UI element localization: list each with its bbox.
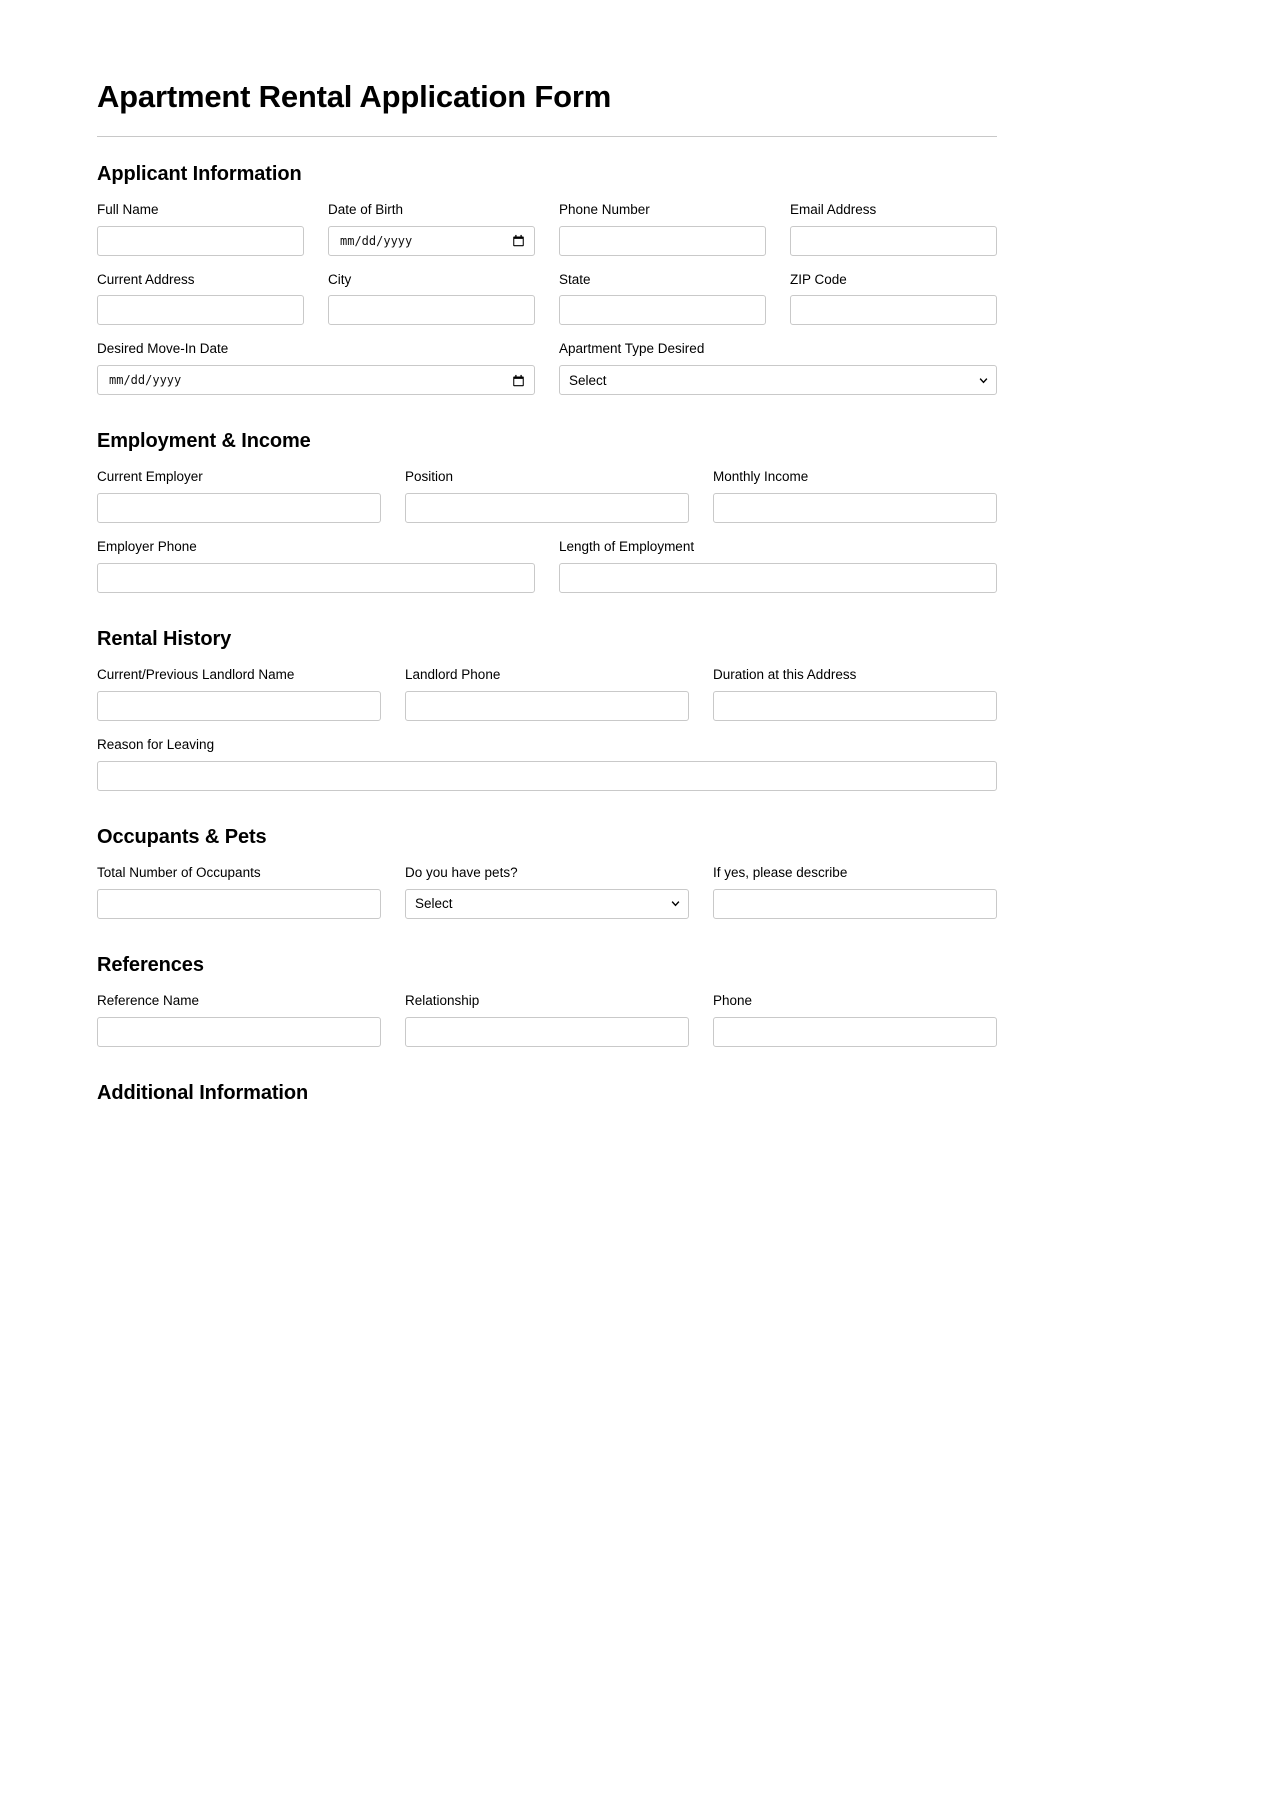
field-position [405,469,689,523]
section-applicant-information [97,137,997,396]
label-full-name: Full Name [97,201,159,217]
input-relationship[interactable] [405,1017,689,1047]
calendar-icon[interactable] [512,234,525,247]
field-landlord-phone [405,667,689,721]
section-heading-references: References [97,953,204,976]
form-row [97,341,997,395]
input-position[interactable] [405,493,689,523]
date-placeholder: mm/dd/yyyy [109,373,182,388]
select-apartment-type[interactable] [559,365,997,395]
field-employer-phone [97,539,535,593]
label-phone-number: Phone Number [559,201,650,217]
label-current-employer: Current Employer [97,469,203,485]
input-monthly-income[interactable] [713,493,997,523]
field-reason-for-leaving [97,737,997,791]
form-row [97,469,997,523]
field-zip-code [790,272,997,326]
field-total-occupants [97,865,381,919]
section-references [97,919,997,1047]
field-email-address [790,202,997,256]
input-reference-phone[interactable] [713,1017,997,1047]
input-full-name[interactable] [97,226,304,256]
label-zip-code: ZIP Code [790,271,847,287]
field-city [328,272,535,326]
field-current-employer [97,469,381,523]
input-email-address[interactable] [790,226,997,256]
field-phone-number [559,202,766,256]
label-describe-pets: If yes, please describe [713,864,848,880]
label-email-address: Email Address [790,201,877,217]
input-state[interactable] [559,295,766,325]
input-employer-phone[interactable] [97,563,535,593]
input-city[interactable] [328,295,535,325]
label-move-in-date: Desired Move-In Date [97,341,229,357]
input-landlord-phone[interactable] [405,691,689,721]
field-reference-name [97,993,381,1047]
field-reference-phone [713,993,997,1047]
form-row [97,865,997,919]
page-title: Apartment Rental Application Form [97,79,612,114]
label-reference-phone: Phone [713,992,753,1008]
label-state: State [559,271,591,287]
input-zip-code[interactable] [790,295,997,325]
form-row [97,993,997,1047]
label-duration-at-address: Duration at this Address [713,667,857,683]
input-date-of-birth[interactable] [328,226,535,256]
chevron-down-icon[interactable] [671,899,680,908]
label-monthly-income: Monthly Income [713,469,809,485]
field-describe-pets [713,865,997,919]
form-row [97,737,997,791]
label-apartment-type: Apartment Type Desired [559,341,705,357]
section-employment-income [97,395,997,593]
input-duration-at-address[interactable] [713,691,997,721]
field-move-in-date [97,341,535,395]
input-landlord-name[interactable] [97,691,381,721]
label-landlord-name: Current/Previous Landlord Name [97,667,295,683]
field-duration-at-address [713,667,997,721]
form-content [97,0,997,1285]
input-length-of-employment[interactable] [559,563,997,593]
section-heading-occupants-pets: Occupants & Pets [97,825,267,848]
label-relationship: Relationship [405,992,480,1008]
label-reason-for-leaving: Reason for Leaving [97,736,215,752]
label-total-occupants: Total Number of Occupants [97,864,261,880]
label-city: City [328,271,352,287]
select-have-pets-value: Select [415,896,453,912]
field-date-of-birth [328,202,535,256]
input-current-employer[interactable] [97,493,381,523]
date-placeholder: mm/dd/yyyy [340,233,413,248]
label-employer-phone: Employer Phone [97,539,197,555]
form-row [97,667,997,721]
label-landlord-phone: Landlord Phone [405,667,501,683]
input-describe-pets[interactable] [713,889,997,919]
field-landlord-name [97,667,381,721]
label-current-address: Current Address [97,271,195,287]
section-heading-employment-income: Employment & Income [97,430,311,453]
form-row [97,202,997,256]
input-total-occupants[interactable] [97,889,381,919]
section-heading-applicant-information: Applicant Information [97,162,302,185]
label-date-of-birth: Date of Birth [328,201,404,217]
input-phone-number[interactable] [559,226,766,256]
field-have-pets [405,865,689,919]
section-additional-information [97,1047,997,1105]
chevron-down-icon[interactable] [979,376,988,385]
calendar-icon[interactable] [512,374,525,387]
form-row [97,272,997,326]
field-state [559,272,766,326]
form-row [97,539,997,593]
field-current-address [97,272,304,326]
section-rental-history [97,593,997,791]
input-reference-name[interactable] [97,1017,381,1047]
input-current-address[interactable] [97,295,304,325]
label-length-of-employment: Length of Employment [559,539,695,555]
label-reference-name: Reference Name [97,992,200,1008]
field-monthly-income [713,469,997,523]
field-apartment-type [559,341,997,395]
section-heading-rental-history: Rental History [97,628,232,651]
label-position: Position [405,469,454,485]
field-length-of-employment [559,539,997,593]
section-occupants-pets [97,791,997,919]
field-full-name [97,202,304,256]
select-apartment-type-value: Select [569,372,607,388]
input-reason-for-leaving[interactable] [97,761,997,791]
field-relationship [405,993,689,1047]
label-have-pets: Do you have pets? [405,864,518,880]
section-heading-additional-information: Additional Information [97,1081,309,1104]
input-move-in-date[interactable] [97,365,535,395]
select-have-pets[interactable] [405,889,689,919]
